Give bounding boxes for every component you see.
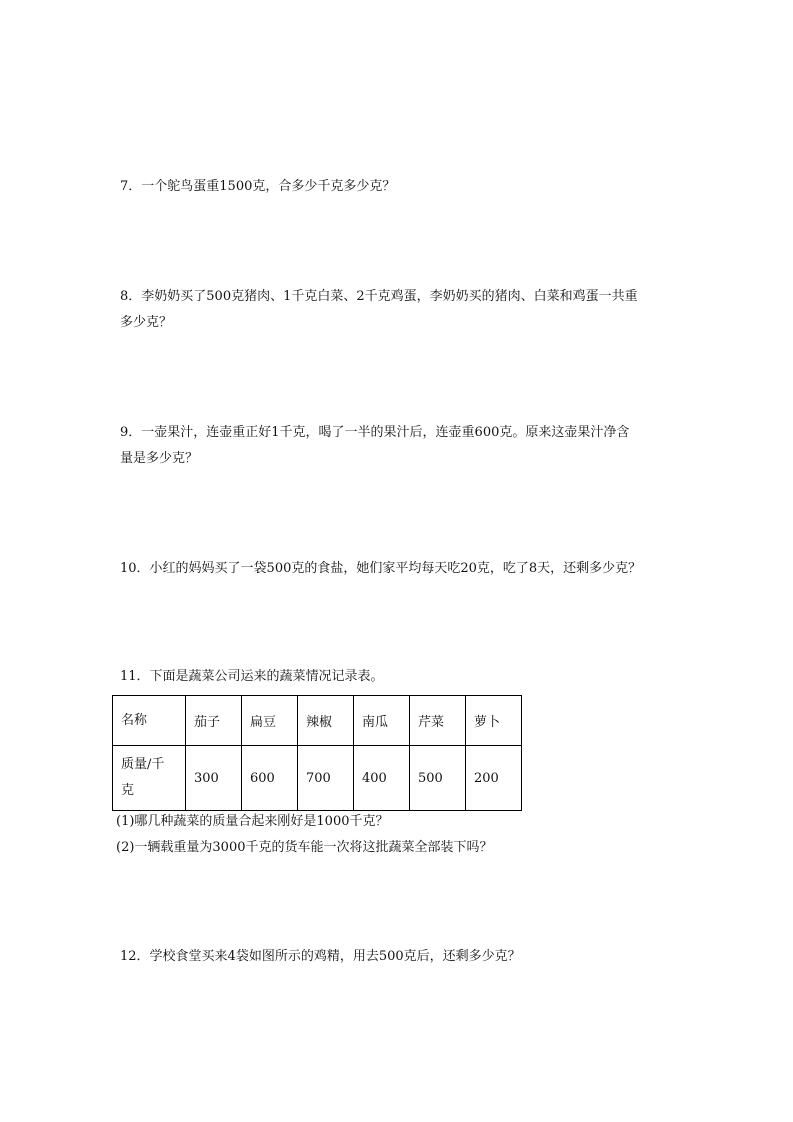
table-cell: 400 bbox=[354, 746, 410, 811]
question-11-sub-2: (2)一辆载重量为3000千克的货车能一次将这批蔬菜全部装下吗？ bbox=[116, 840, 493, 855]
question-12: 12．学校食堂买来4袋如图所示的鸡精，用去500克后，还剩多少克？ bbox=[120, 949, 521, 964]
table-row bbox=[113, 746, 522, 811]
table-cell: 500 bbox=[410, 746, 466, 811]
question-11-sub-1: (1)哪几种蔬菜的质量合起来刚好是1000千克？ bbox=[116, 814, 389, 829]
vegetable-table bbox=[112, 695, 522, 811]
table-cell: 辣椒 bbox=[298, 696, 354, 746]
question-9-line-2: 量是多少克？ bbox=[120, 451, 199, 466]
table-cell: 700 bbox=[298, 746, 354, 811]
table-cell: 扁豆 bbox=[242, 696, 298, 746]
row-label-line-2: 克 bbox=[121, 783, 135, 798]
table-header-row bbox=[113, 696, 522, 746]
question-7: 7．一个鸵鸟蛋重1500克，合多少千克多少克？ bbox=[120, 179, 396, 194]
question-8-line-2: 多少克？ bbox=[120, 315, 173, 330]
question-10: 10．小红的妈妈买了一袋500克的食盐，她们家平均每天吃20克，吃了8天，还剩多少克？ bbox=[120, 561, 642, 576]
table-cell: 600 bbox=[242, 746, 298, 811]
table-cell: 300 bbox=[186, 746, 242, 811]
table-cell: 芹菜 bbox=[410, 696, 466, 746]
question-8-line-1: 8．李奶奶买了500克猪肉、1千克白菜、2千克鸡蛋，李奶奶买的猪肉、白菜和鸡蛋一共重 bbox=[120, 289, 638, 304]
question-11: 11．下面是蔬菜公司运来的蔬菜情况记录表。 bbox=[120, 669, 384, 684]
table-cell: 南瓜 bbox=[354, 696, 410, 746]
table-cell: 萝卜 bbox=[466, 696, 522, 746]
table-cell: 名称 bbox=[113, 696, 186, 746]
table-cell: 200 bbox=[466, 746, 522, 811]
table-row-label bbox=[113, 746, 186, 811]
question-9-line-1: 9．一壶果汁，连壶重正好1千克，喝了一半的果汁后，连壶重600克。原来这壶果汁净含 bbox=[120, 425, 630, 440]
table-cell: 茄子 bbox=[186, 696, 242, 746]
row-label-line-1: 质量/千 bbox=[121, 757, 165, 772]
